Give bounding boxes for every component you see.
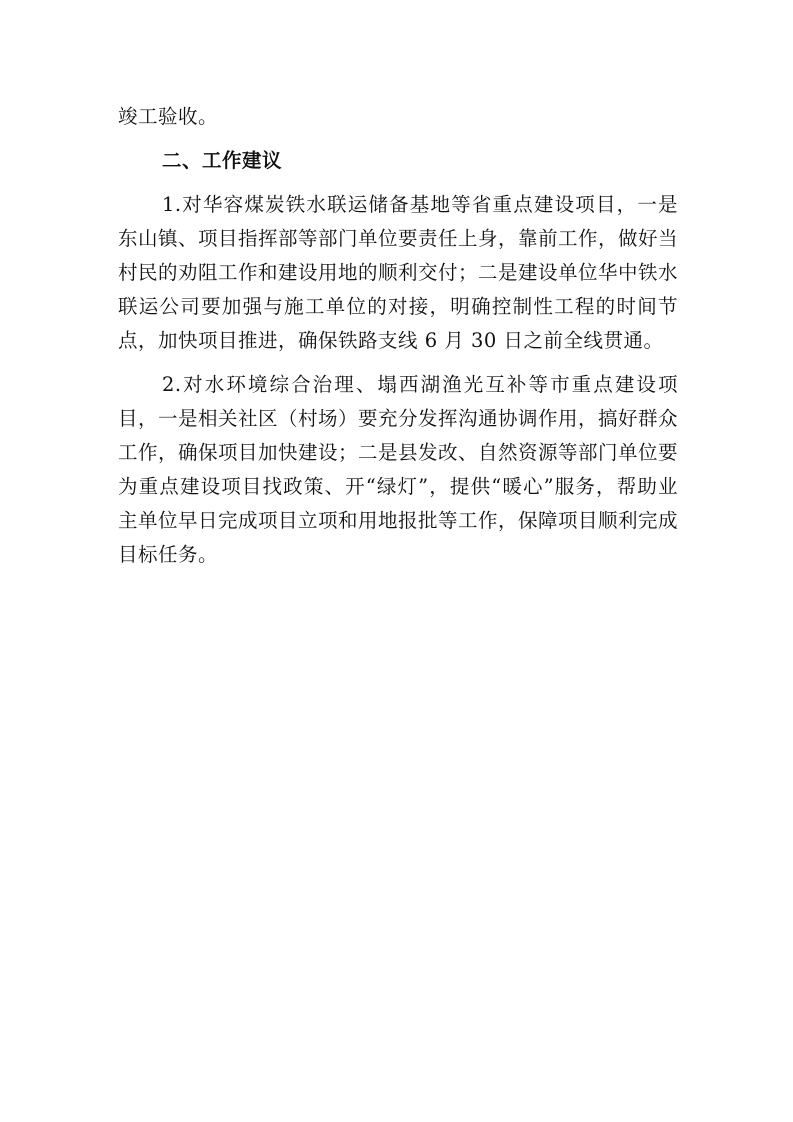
paragraph-1: 1.对华容煤炭铁水联运储备基地等省重点建设项目，一是东山镇、项目指挥部等部门单位要责任上身，靠前工作，做好当村民的劝阻工作和建设用地的顺利交付；二是建设单位华中铁水联运公司要加强与施工单位的对接，明确控制性工程的时间节点，加快项目推进，确保铁路支线 6 月 30 日之前全线贯通。 — [118, 193, 679, 352]
paragraph-2: 2.对水环境综合治理、塌西湖渔光互补等市重点建设项目，一是相关社区（村场）要充分发挥沟通协调作用，搞好群众工作，确保项目加快建设；二是县发改、自然资源等部门单位要为重点建设项目找政策、开“绿灯”，提供“暖心”服务，帮助业主单位早日完成项目立项和用地报批等工作，保障项目顺利完成目标任务。 — [118, 373, 679, 566]
continuation-text: 竣工验收。 — [118, 105, 219, 128]
document-body — [118, 100, 678, 572]
section-heading: 二、工作建议 — [162, 149, 283, 172]
